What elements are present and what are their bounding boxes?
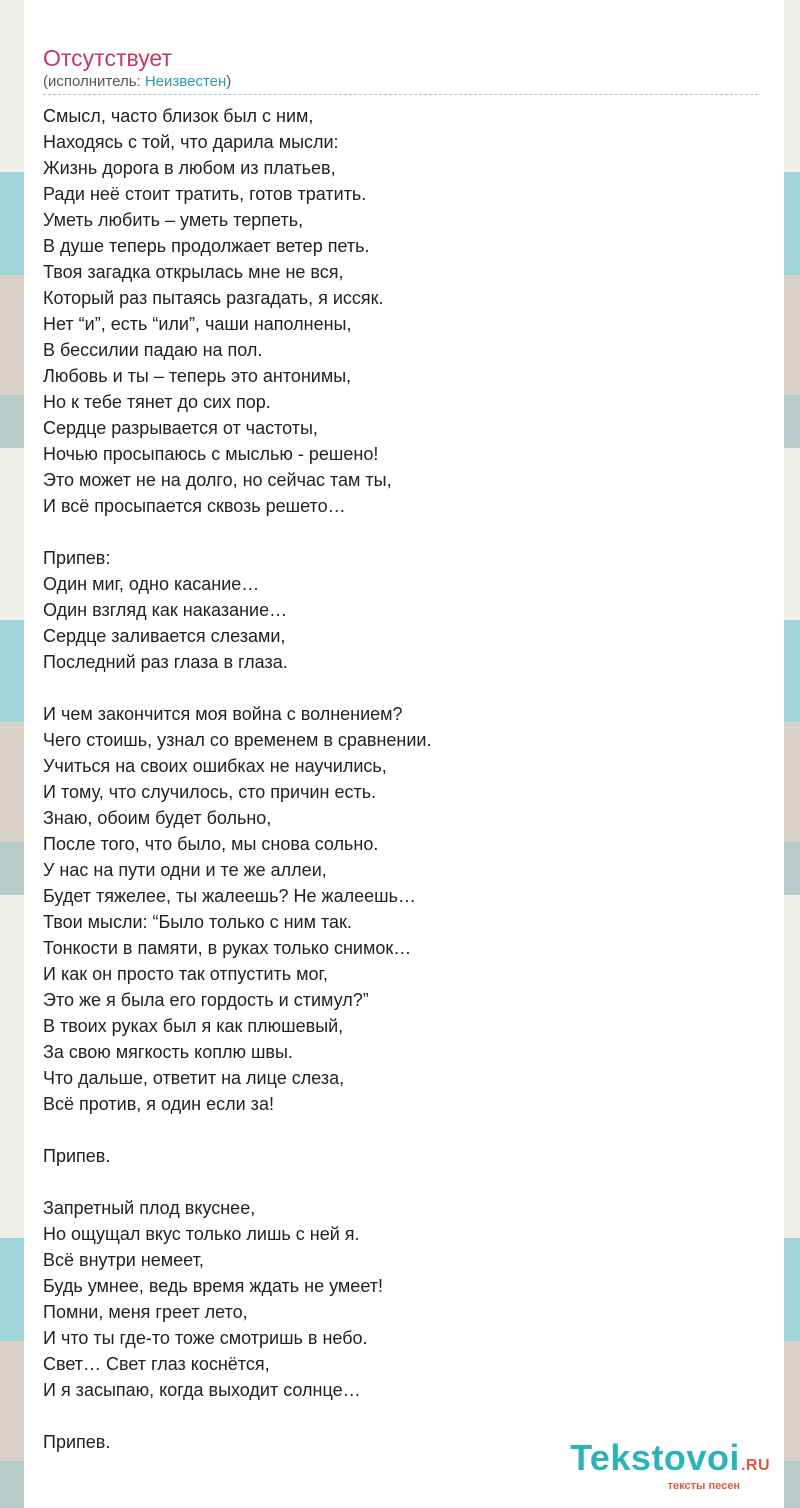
lyric-line: Твоя загадка открылась мне не вся, bbox=[43, 262, 344, 282]
lyric-line: Сердце разрывается от частоты, bbox=[43, 418, 318, 438]
lyric-line bbox=[43, 1403, 758, 1429]
lyric-line: Это может не на долго, но сейчас там ты, bbox=[43, 470, 392, 490]
lyric-line: Всё против, я один если за! bbox=[43, 1094, 274, 1114]
lyric-line: Который раз пытаясь разгадать, я иссяк. bbox=[43, 288, 384, 308]
lyric-line: И что ты где-то тоже смотришь в небо. bbox=[43, 1328, 368, 1348]
lyric-line: После того, что было, мы снова сольно. bbox=[43, 834, 379, 854]
lyric-line: Чего стоишь, узнал со временем в сравнении. bbox=[43, 730, 432, 750]
lyric-line: Это же я была его гордость и стимул?” bbox=[43, 990, 369, 1010]
lyric-line bbox=[43, 675, 758, 701]
lyric-line: Последний раз глаза в глаза. bbox=[43, 652, 288, 672]
lyric-line: И как он просто так отпустить мог, bbox=[43, 964, 328, 984]
lyric-line: В бессилии падаю на пол. bbox=[43, 340, 263, 360]
lyric-line: Любовь и ты – теперь это антонимы, bbox=[43, 366, 352, 386]
lyric-line: Сердце заливается слезами, bbox=[43, 626, 286, 646]
lyric-line: Смысл, часто близок был с ним, bbox=[43, 106, 314, 126]
lyric-line: Один взгляд как наказание… bbox=[43, 600, 288, 620]
lyric-line: Нет “и”, есть “или”, чаши наполнены, bbox=[43, 314, 352, 334]
lyric-line: И всё просыпается сквозь решето… bbox=[43, 496, 346, 516]
logo-tagline: тексты песен bbox=[667, 1480, 740, 1492]
lyric-line: Ради неё стоит тратить, готов тратить. bbox=[43, 184, 367, 204]
lyric-line: Что дальше, ответит на лице слеза, bbox=[43, 1068, 345, 1088]
lyric-line: Помни, меня греет лето, bbox=[43, 1302, 248, 1322]
lyric-line: Но к тебе тянет до сих пор. bbox=[43, 392, 271, 412]
lyric-line: Тонкости в памяти, в руках только снимок… bbox=[43, 938, 412, 958]
lyric-line: В душе теперь продолжает ветер петь. bbox=[43, 236, 370, 256]
lyric-line: Ночью просыпаюсь с мыслью - решено! bbox=[43, 444, 379, 464]
artist-line bbox=[43, 72, 758, 95]
logo-wordmark bbox=[570, 1438, 770, 1486]
lyric-line bbox=[43, 519, 758, 545]
lyric-line: Припев. bbox=[43, 1432, 111, 1452]
lyric-line: Будь умнее, ведь время ждать не умеет! bbox=[43, 1276, 383, 1296]
logo-tld: .RU bbox=[740, 1457, 770, 1474]
lyric-line: У нас на пути одни и те же аллеи, bbox=[43, 860, 327, 880]
lyric-line: И я засыпаю, когда выходит солнце… bbox=[43, 1380, 361, 1400]
lyric-line: Учиться на своих ошибках не научились, bbox=[43, 756, 387, 776]
lyric-line: И чем закончится моя война с волнением? bbox=[43, 704, 403, 724]
song-title: Отсутствует bbox=[43, 45, 172, 71]
artist-prefix: (исполнитель: bbox=[43, 73, 145, 90]
artist-suffix: ) bbox=[226, 73, 232, 90]
logo-name: Tekstovoi bbox=[570, 1437, 740, 1478]
lyric-line: И тому, что случилось, сто причин есть. bbox=[43, 782, 377, 802]
lyric-line: Знаю, обоим будет больно, bbox=[43, 808, 272, 828]
lyric-line: Запретный плод вкуснее, bbox=[43, 1198, 256, 1218]
lyric-line: Уметь любить – уметь терпеть, bbox=[43, 210, 304, 230]
lyric-line: За свою мягкость коплю швы. bbox=[43, 1042, 293, 1062]
artist-link[interactable]: Неизвестен bbox=[144, 73, 227, 90]
lyric-line: Находясь с той, что дарила мысли: bbox=[43, 132, 339, 152]
lyric-line bbox=[43, 1169, 758, 1195]
lyrics-body bbox=[43, 103, 758, 1455]
lyric-line: Будет тяжелее, ты жалеешь? Не жалеешь… bbox=[43, 886, 416, 906]
lyric-line: В твоих руках был я как плюшевый, bbox=[43, 1016, 344, 1036]
lyric-line: Жизнь дорога в любом из платьев, bbox=[43, 158, 336, 178]
lyric-line: Свет… Свет глаз коснётся, bbox=[43, 1354, 270, 1374]
site-logo[interactable] bbox=[570, 1438, 770, 1492]
lyric-line bbox=[43, 1117, 758, 1143]
lyric-line: Припев. bbox=[43, 1146, 111, 1166]
lyric-line: Один миг, одно касание… bbox=[43, 574, 260, 594]
lyric-line: Твои мысли: “Было только с ним так. bbox=[43, 912, 352, 932]
song-header bbox=[43, 44, 758, 95]
lyric-line: Всё внутри немеет, bbox=[43, 1250, 204, 1270]
lyric-line: Припев: bbox=[43, 548, 111, 568]
lyric-line: Но ощущал вкус только лишь с ней я. bbox=[43, 1224, 360, 1244]
